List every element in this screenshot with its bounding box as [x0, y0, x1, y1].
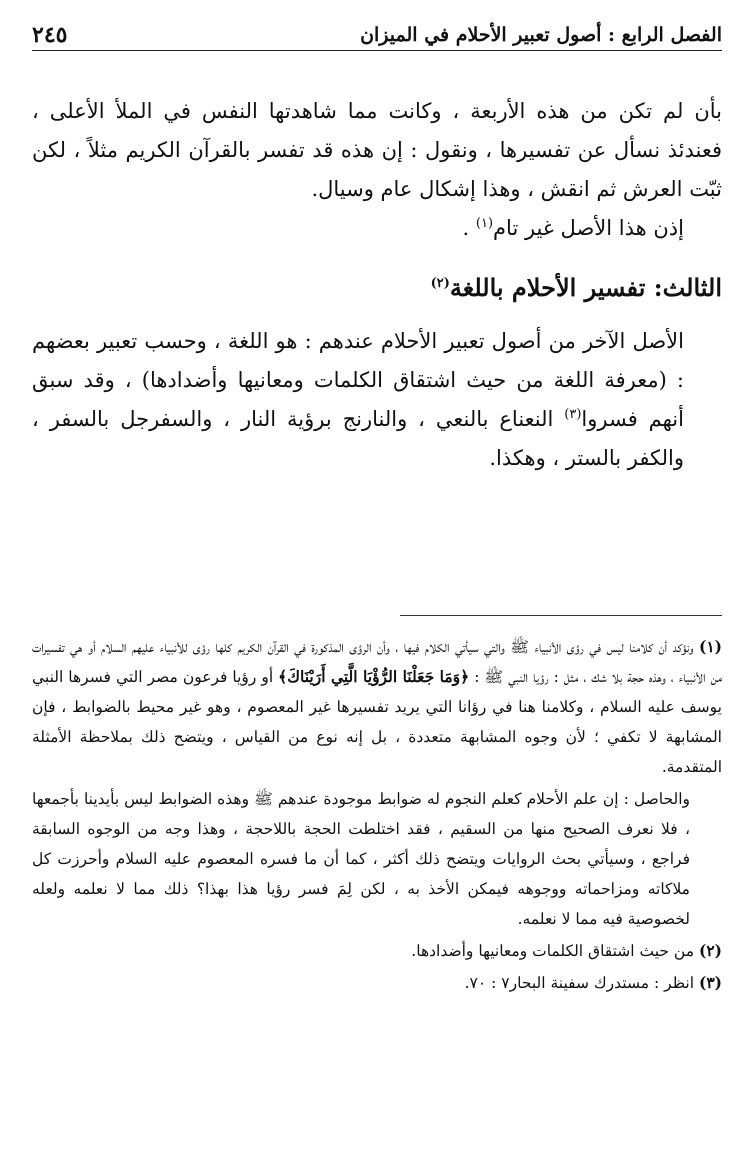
- section-heading-text: الثالث: تفسير الأحلام باللغة: [449, 273, 722, 302]
- footnote-3-number: (٣): [698, 973, 722, 992]
- running-header: [32, 14, 722, 51]
- footnote-1-number: (١): [698, 637, 722, 656]
- footnote-3-text: انظر : مستدرك سفينة البحار٧ : ٧٠.: [464, 974, 695, 992]
- main-text: [32, 92, 722, 478]
- section-heading: [32, 268, 722, 308]
- page-number: ٢٤٥: [32, 22, 68, 48]
- footnote-1-text-b: أو رؤيا فرعون مصر التي فسرها النبي يوسف عليه السلام ، وكلامنا هنا في رؤانا التي يريد تفسيرها غير المعصوم ، وهو غير محيط بالضوابط ، فإن المشابهة لا تكفي ؛ لأن وجوه المشابهة متعددة ، بل إنه نوع من القياس ، ويتضح ذلك بملاحظة الأمثلة المتقدمة.: [32, 668, 722, 776]
- footnote-separator: [400, 615, 722, 616]
- paragraph-3-part2: النعناع بالنعي ، والنارنج برؤية النار ، والسفرجل بالسفر ، والكفر بالستر ، وهكذا.: [32, 407, 684, 470]
- footnote-2-number: (٢): [698, 941, 722, 960]
- footnote-1-continuation: والحاصل : إن علم الأحلام كعلم النجوم له ضوابط موجودة عندهم ﷺ وهذه الضوابط ليس بأيدينا بأجمعها ، فلا نعرف الصحيح منها من السقيم ، فقد اختلطت الحجة باللاحجة ، وهذا وجه من الوجوه السابقة فراجع ، وسيأتي بحث الروايات ويتضح ذلك أكثر ، كما أن ما فسره المعصوم عليه السلام وأحرزت كل ملاكاته ومزاحماته ووجوهه فيمكن الأخذ به ، لكن لِمَ فسر رؤيا هذا بهذا؟ ذلك مما لا نعلمه ولعله لخصوصية فيه مما لا نعلمه.: [32, 790, 690, 928]
- footnote-ref-1: (١): [475, 216, 494, 231]
- quran-quote: ﴿وَمَا جَعَلْنَا الرُّؤْيَا الَّتِي أَرَيْنَاكَ﴾: [278, 667, 470, 686]
- footnote-2-text: من حيث اشتقاق الكلمات ومعانيها وأضدادها.: [411, 942, 695, 960]
- chapter-title: الفصل الرابع : أصول تعبير الأحلام في الميزان: [360, 24, 722, 46]
- paragraph-3-part1: الأصل الآخر من أصول تعبير الأحلام عندهم : هو اللغة ، وحسب تعبير بعضهم : (معرفة اللغة من حيث اشتقاق الكلمات ومعانيها وأضدادها) ، وقد سبق أنهم فسروا: [32, 329, 684, 431]
- paragraph-2: [32, 209, 722, 248]
- paragraph-2-text: إذن هذا الأصل غير تام: [493, 216, 684, 240]
- paragraph-2-end: .: [462, 216, 476, 240]
- footnote-ref-2: (٢): [430, 276, 450, 291]
- paragraph-3: [32, 322, 722, 478]
- paragraph-1: بأن لم تكن من هذه الأربعة ، وكانت مما شاهدتها النفس في الملأ الأعلى ، فعندئذ نسأل عن تفسيرها ، ونقول : إن هذه قد تفسر بالقرآن الكريم مثلاً ، لكن ثبّت العرش ثم انقش ، وهذا إشكال عام وسيال.: [32, 99, 722, 201]
- footnote-ref-3: (٣): [564, 407, 582, 422]
- footnote-2: [32, 936, 722, 966]
- footnote-1-text-a: ونؤكد أن كلامنا ليس في رؤى الأنبياء ﷺ والتي سيأتي الكلام فيها ، وأن الرؤى المذكورة في القرآن الكريم كلها رؤى للأنبياء عليهم السلام أو هي تفسيرات من الأنبياء ، وهذه حجة بلا شك ، مثل : رؤيا النبي ﷺ :: [32, 638, 722, 686]
- footnote-3: [32, 968, 722, 998]
- footnote-1: [32, 632, 722, 782]
- footnotes: [32, 632, 722, 1000]
